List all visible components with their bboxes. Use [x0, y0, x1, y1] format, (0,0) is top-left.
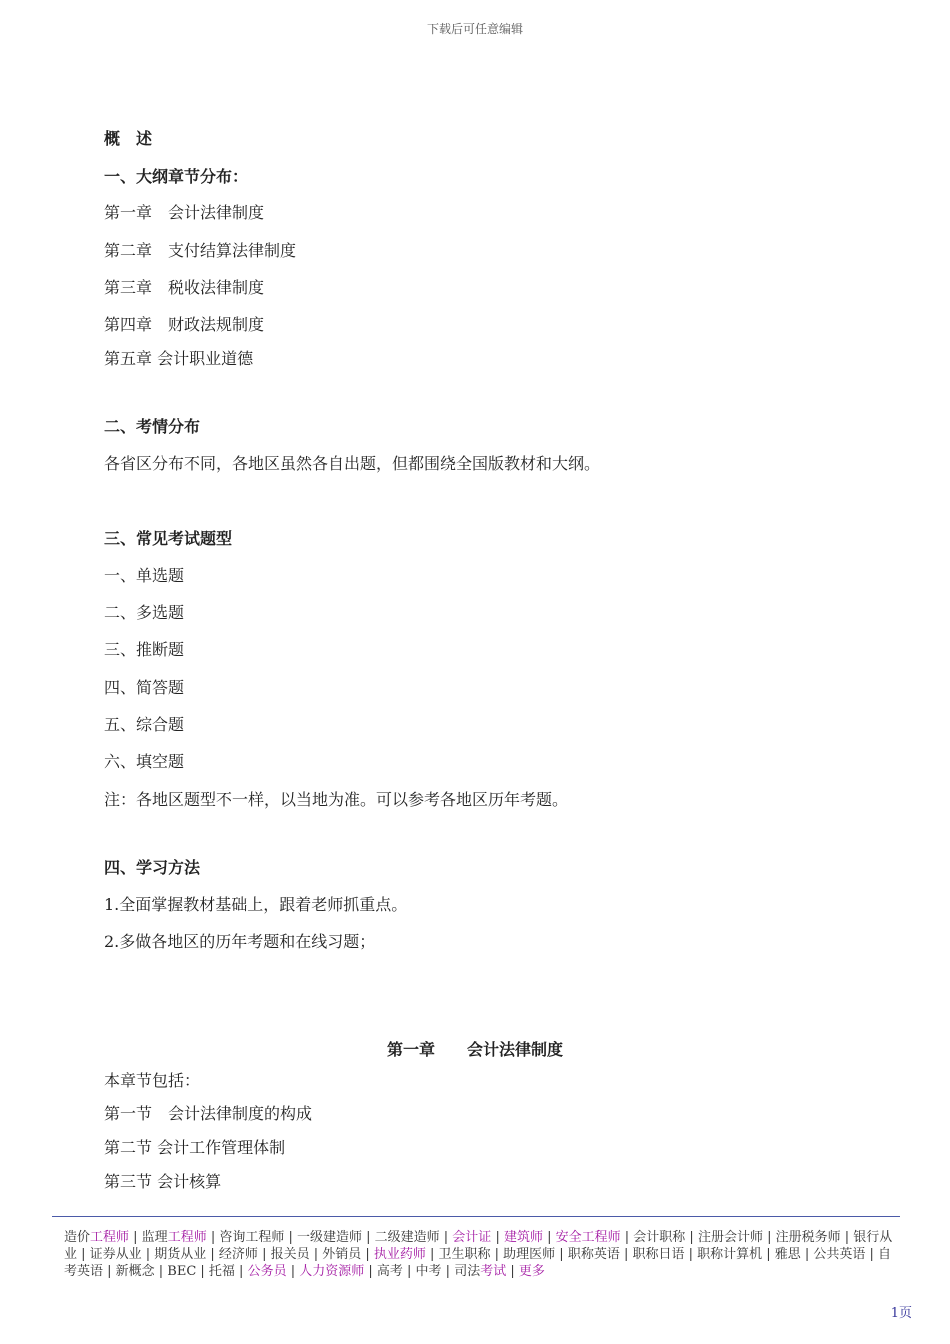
footer-link[interactable]: |	[542, 1230, 556, 1245]
question-type-5: 五、综合题	[104, 715, 185, 734]
footer-divider	[52, 1216, 900, 1217]
footer-link[interactable]: |	[286, 1264, 300, 1279]
page-number: 1页	[890, 1306, 912, 1321]
footer-link[interactable]: 更多	[518, 1264, 545, 1279]
question-type-1: 一、单选题	[104, 566, 185, 585]
question-type-4: 四、简答题	[104, 678, 185, 697]
chapter-1-section-2: 第二节 会计工作管理体制	[104, 1138, 286, 1157]
question-type-3: 三、推断题	[104, 640, 185, 659]
exam-distribution-heading: 二、考情分布	[104, 417, 201, 436]
footer-link[interactable]: 安全工程师	[555, 1230, 621, 1245]
footer-link[interactable]: 考试	[480, 1264, 507, 1279]
footer-link[interactable]: | 咨询工程师 | 一级建造师 | 二级建造师 |	[206, 1230, 453, 1245]
footer-link[interactable]: |	[491, 1230, 504, 1245]
outline-chapter-5: 第五章 会计职业道德	[104, 349, 254, 368]
footer-link[interactable]: 会计证	[452, 1230, 492, 1245]
footer-links	[64, 1229, 894, 1280]
footer-link[interactable]: | 监理	[129, 1230, 168, 1245]
footer-link[interactable]: 执业药师	[373, 1247, 426, 1262]
overview-title: 概 述	[104, 129, 153, 148]
question-type-6: 六、填空题	[104, 752, 185, 771]
outline-chapter-1: 第一章 会计法律制度	[104, 203, 265, 222]
chapter-1-section-3: 第三节 会计核算	[104, 1172, 222, 1191]
header-note: 下载后可任意编辑	[426, 22, 523, 36]
outline-chapter-2: 第二章 支付结算法律制度	[104, 241, 297, 260]
study-method-1: 1.全面掌握教材基础上，跟着老师抓重点。	[104, 895, 408, 914]
footer-link[interactable]: 工程师	[90, 1230, 130, 1245]
chapter-1-section-1: 第一节 会计法律制度的构成	[104, 1104, 313, 1123]
study-method-heading: 四、学习方法	[104, 858, 201, 877]
chapter-1-intro: 本章节包括：	[104, 1071, 201, 1090]
footer-link[interactable]: | 高考 | 中考 | 司法	[364, 1264, 481, 1279]
study-method-2: 2.多做各地区的历年考题和在线习题；	[104, 932, 376, 951]
footer-link[interactable]: | 卫生职称 | 助理医师 | 职称英语 | 职称日语 | 职称计算机 | 雅思 | 公共英语 | 自考英语 | 新概念 | BEC | 托福 |	[64, 1247, 892, 1279]
footer-link[interactable]: 建筑师	[503, 1230, 543, 1245]
question-types-heading: 三、常见考试题型	[104, 529, 233, 548]
footer-link[interactable]: 公务员	[247, 1264, 287, 1279]
footer-link[interactable]: 工程师	[167, 1230, 207, 1245]
exam-distribution-text: 各省区分布不同，各地区虽然各自出题，但都围绕全国版教材和大纲。	[104, 454, 601, 473]
question-type-2: 二、多选题	[104, 603, 185, 622]
footer-link[interactable]: 造价	[64, 1230, 91, 1245]
footer-link[interactable]: 人力资源师	[299, 1264, 365, 1279]
chapter-1-title: 第一章 会计法律制度	[386, 1040, 563, 1059]
question-types-note: 注：各地区题型不一样，以当地为准。可以参考各地区历年考题。	[104, 790, 569, 809]
outline-chapter-3: 第三章 税收法律制度	[104, 278, 265, 297]
footer-link[interactable]: | 会计职称 | 注册会计师 | 注册税务师 | 银行从业 | 证券从业 | 期货从业 | 经济师 | 报关员 | 外销员 |	[64, 1230, 893, 1262]
outline-chapter-4: 第四章 财政法规制度	[104, 315, 265, 334]
footer-link[interactable]: |	[506, 1264, 519, 1279]
outline-heading: 一、大纲章节分布：	[104, 167, 249, 186]
